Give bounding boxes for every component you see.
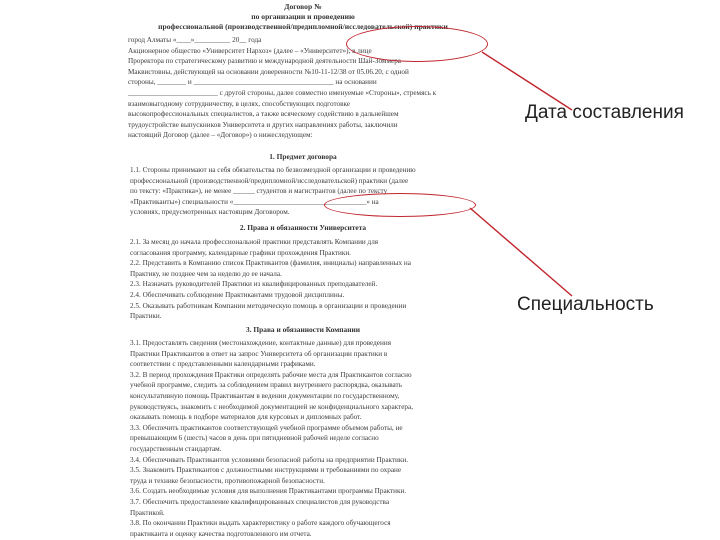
clause-line: превышающим 6 (шесть) часов в день при пятидневной рабочей неделе согласно [130,434,379,443]
clause-line: соответствии с представленными календарными графиками. [130,360,316,369]
clause-line: Практики. [130,312,162,321]
clause-line: оказывать помощь в подборе материалов для курсовых и дипломных работ. [130,413,362,422]
clause-line: 2.2. Представить в Компанию список Практикантов (фамилия, инициалы) направленных на [130,259,411,268]
clause-line: 3.2. В период прохождения Практики определять рабочие места для Практикантов согласно [130,370,412,379]
doc-title-practice: профессиональной (производственной/предипломной/исследовательской) практики [158,22,448,31]
city-date-line: город Алматы «____»__________ 20__ года [128,36,262,44]
clause-line: Практикой. [130,508,165,517]
clause-line: 3.3. Обеспечить практикантов соответствующей учебной программе объемом работы, не [130,423,403,432]
clause-line: 3.6. Создать необходимые условия для выполнения Практикантами программы Практики. [130,487,407,496]
doc-title-number: Договор № [284,2,322,11]
preamble-line: высокопрофессиональных специалистов, а также всяческому содействию в дальнейшем [128,110,399,119]
clause-line: условиях, предусмотренных настоящим Договором. [130,208,290,217]
clause-line: 2.5. Оказывать работникам Компании методическую помощь в организации и проведении [130,301,407,310]
specialty-callout-label: Специальность [517,294,654,315]
preamble-line: _________________________ с другой стороны, далее совместно именуемые «Стороны», стремясь к [128,88,437,97]
clause-line: Практики Практикантов в ответ на запрос Университета об организации практики в [130,349,388,358]
clause-line: 3.5. Знакомить Практикантов с должностными инструкциями и требованиями по охране [130,466,402,475]
clause-line: труда и технике безопасности, противопожарной безопасности. [130,476,325,485]
preamble-line: трудоустройстве выпускников Университета и других направлениях работы, заключили [128,120,398,129]
specialty-connector-line [470,208,572,296]
section2-title: 2. Права и обязанности Университета [239,223,367,232]
preamble-line: Акционерное общество «Университет Нархоз» (далее – «Университет»), в лице [128,46,372,55]
clause-line: 3.8. По окончании Практики выдать характеристику о работе каждого обучающегося [130,519,391,528]
clause-line: учебной программе, следить за соблюдением правил внутреннего распорядка, оказывать [130,381,402,390]
clause-line: руководствуясь, знакомить с необходимой документацией не конфиденциального характера, [130,402,413,411]
clause-line: профессиональной (производственной/предипломной/исследовательской) практики (далее [130,176,409,185]
section3-title: 3. Права и обязанности Компании [246,325,360,334]
clause-line: 3.1. Предоставлять сведения (местонахождение, контактные данные) для проведения [130,339,391,347]
clause-line: 2.4. Обеспечивать соблюдение Практикантами трудовой дисциплины. [130,290,345,299]
clause-line: 1.1. Стороны принимают на себя обязательства по безвозмездной организации и проведению [130,166,416,174]
preamble-line: Маквистовны, действующей на основании доверенности №10-11-12/38 от 05.06.20, с одной [128,67,409,76]
preamble-line: настоящий Договор (далее – «Договор») о нижеследующем: [128,131,313,140]
clause-line: 3.4. Обеспечивать Практикантов условиями безопасной работы на предприятии Практики. [130,455,409,464]
clause-line: согласования программу, календарные графики прохождения Практики. [130,248,351,257]
clause-line: 2.1. За месяц до начала профессиональной практики представлять Компании для [130,238,379,246]
preamble-line: стороны, ________ и _______________________________________ на основании [128,78,377,87]
clause-line: консультативную помощь Практикантам в ведении документации по государственному, [130,391,400,400]
clause-line: 3.7. Обеспечить предоставление квалифицированных специалистов для руководства [130,497,390,506]
doc-title-subject: по организации и проведению [251,12,355,21]
preamble-line: Проректора по стратегическому развитию и международной деятельности Шай-Зоммера [128,57,401,66]
clause-line: государственным стандартам. [130,444,222,453]
clause-line: Практику, не позднее чем за неделю до ее начала. [130,269,282,278]
preamble-line: взаимовыгодному сотрудничеству, в целях, способствующих подготовке [128,99,350,108]
date-callout-label: Дата составления [525,102,684,123]
clause-line: практиканта и оценку качества подготовленного им отчета. [130,529,312,538]
clause-line: 2.3. Назначать руководителей Практики из квалифицированных преподавателей. [130,280,378,289]
section1-title: 1. Предмет договора [269,152,337,161]
clause-line: по тексту: «Практика»), не менее ______ студентов и магистрантов (далее по тексту [130,187,388,196]
specialty-line: «Практиканты») специальности «_____________________________________» на [130,197,379,206]
